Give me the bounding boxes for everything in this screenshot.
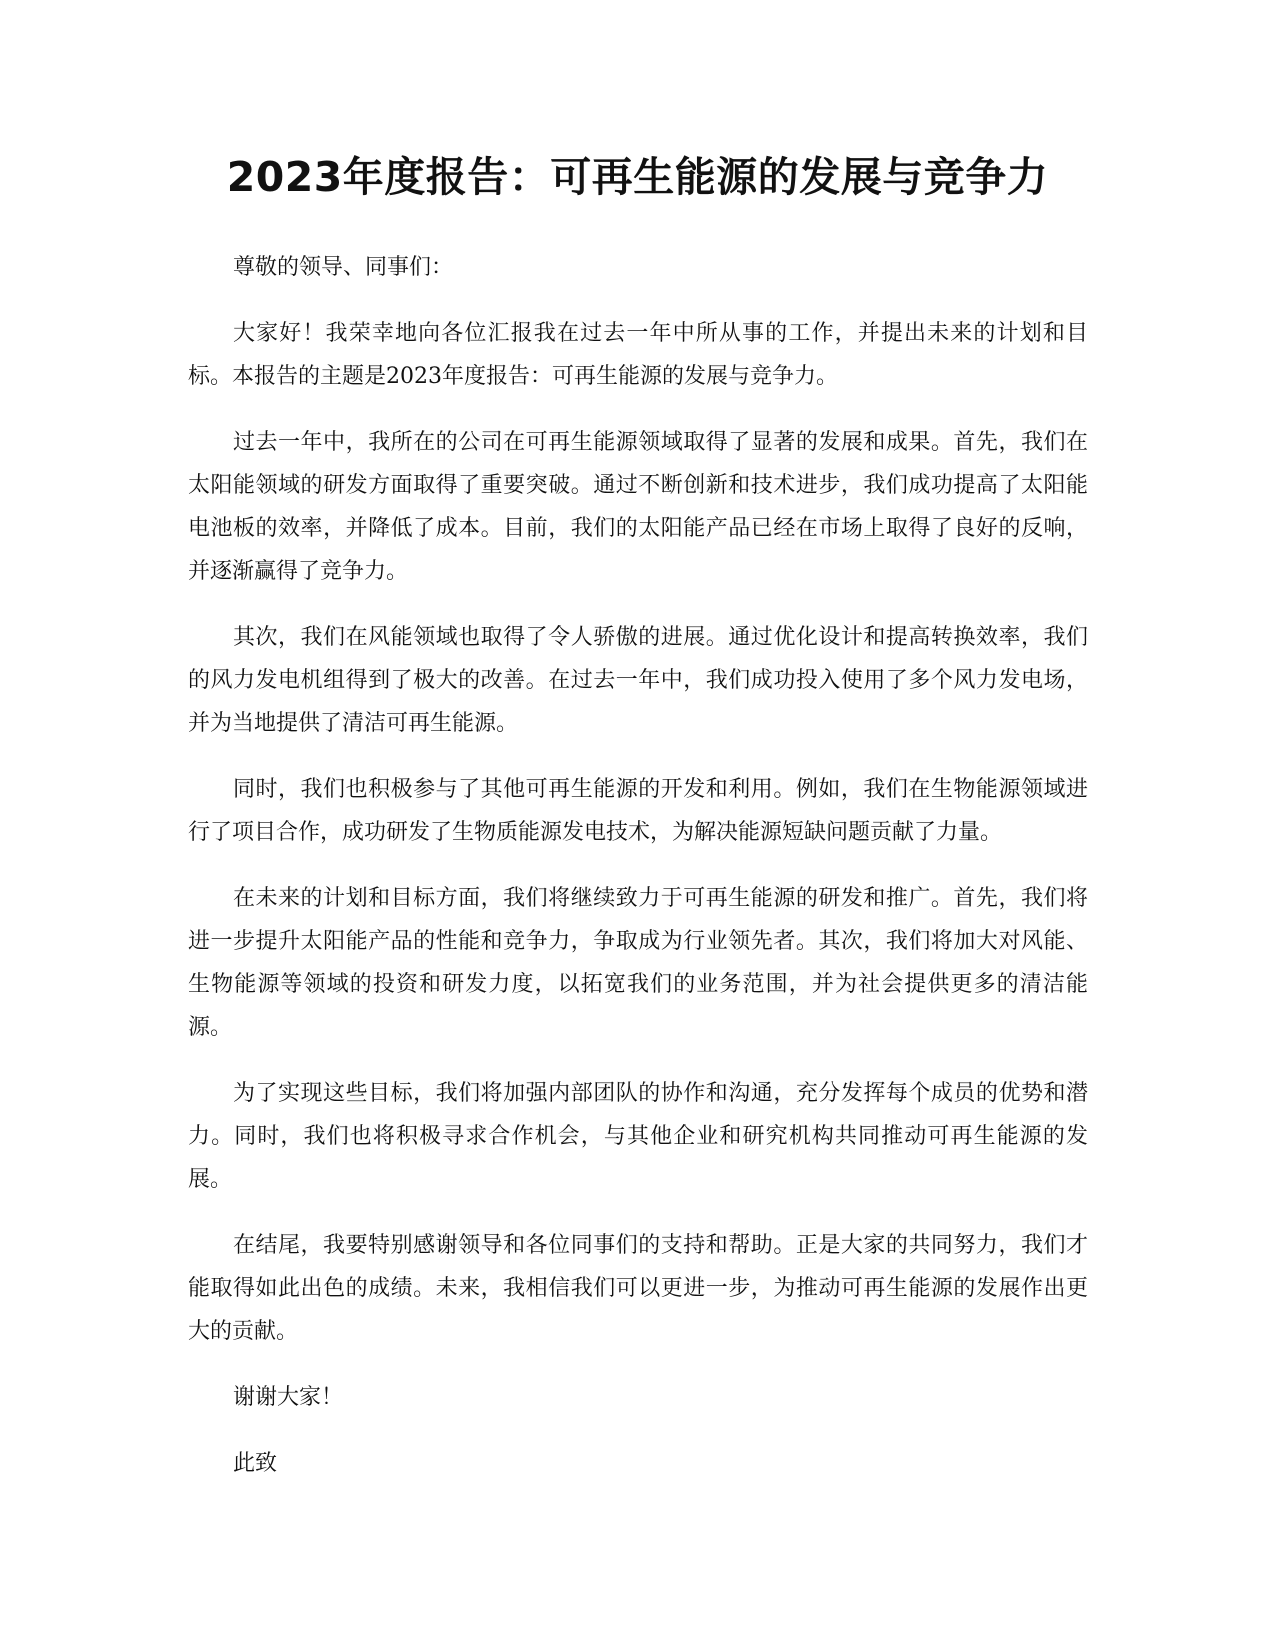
bioenergy-paragraph: 同时，我们也积极参与了其他可再生能源的开发和利用。例如，我们在生物能源领域进行了项目合作，成功研发了生物质能源发电技术，为解决能源短缺问题贡献了力量。 xyxy=(188,777,1088,845)
salutation-paragraph: 尊敬的领导、同事们： xyxy=(233,255,454,280)
intro-paragraph: 大家好！我荣幸地向各位汇报我在过去一年中所从事的工作，并提出未来的计划和目标。本报告的主题是2023年度报告：可再生能源的发展与竞争力。 xyxy=(188,321,1088,389)
thanks-paragraph: 谢谢大家！ xyxy=(233,1385,344,1410)
document-title: 2023年度报告：可再生能源的发展与竞争力 xyxy=(226,153,1049,201)
document-body xyxy=(188,246,1088,1508)
wind-paragraph: 其次，我们在风能领域也取得了令人骄傲的进展。通过优化设计和提高转换效率，我们的风力发电机组得到了极大的改善。在过去一年中，我们成功投入使用了多个风力发电场，并为当地提供了清洁可再生能源。 xyxy=(188,625,1088,736)
closing-paragraph: 在结尾，我要特别感谢领导和各位同事们的支持和帮助。正是大家的共同努力，我们才能取得如此出色的成绩。未来，我相信我们可以更进一步，为推动可再生能源的发展作出更大的贡献。 xyxy=(188,1233,1088,1344)
teamwork-paragraph: 为了实现这些目标，我们将加强内部团队的协作和沟通，充分发挥每个成员的优势和潜力。同时，我们也将积极寻求合作机会，与其他企业和研究机构共同推动可再生能源的发展。 xyxy=(188,1081,1088,1192)
sign-off-paragraph: 此致 xyxy=(233,1451,278,1476)
future-plans-paragraph: 在未来的计划和目标方面，我们将继续致力于可再生能源的研发和推广。首先，我们将进一步提升太阳能产品的性能和竞争力，争取成为行业领先者。其次，我们将加大对风能、生物能源等领域的投资和研发力度，以拓宽我们的业务范围，并为社会提供更多的清洁能源。 xyxy=(188,886,1088,1040)
solar-paragraph: 过去一年中，我所在的公司在可再生能源领域取得了显著的发展和成果。首先，我们在太阳能领域的研发方面取得了重要突破。通过不断创新和技术进步，我们成功提高了太阳能电池板的效率，并降低了成本。目前，我们的太阳能产品已经在市场上取得了良好的反响，并逐渐赢得了竞争力。 xyxy=(188,430,1088,584)
